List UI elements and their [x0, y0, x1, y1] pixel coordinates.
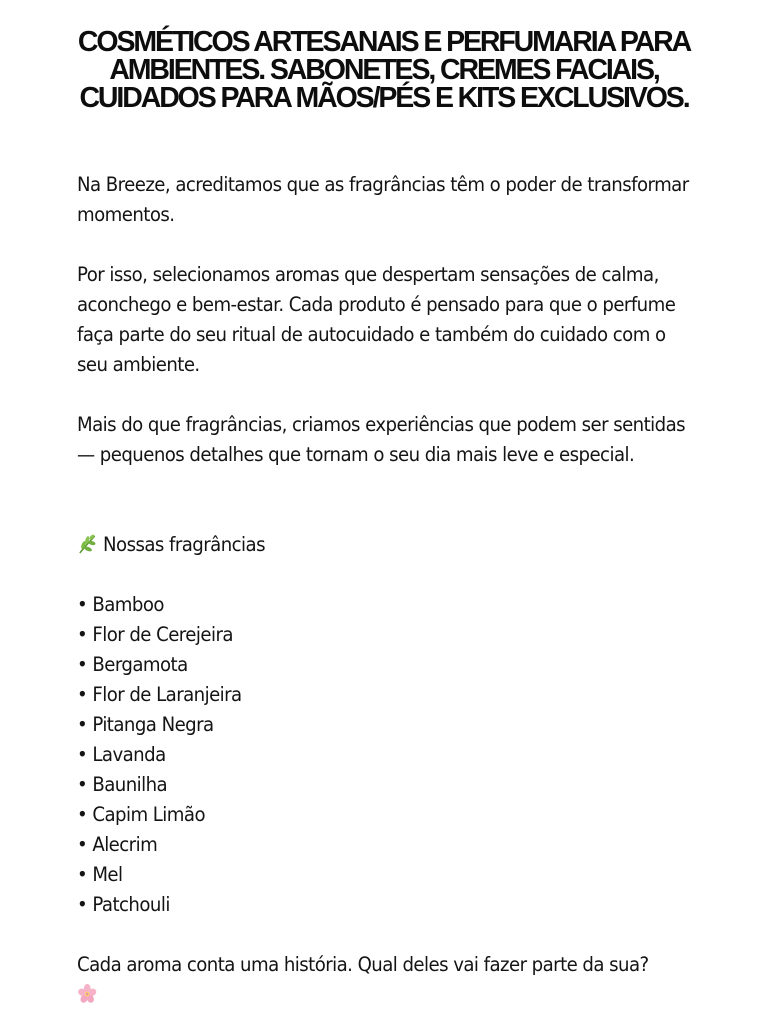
fragrances-heading-label: Nossas fragrâncias: [103, 533, 265, 556]
list-item: • Bergamota: [77, 653, 188, 676]
experience-paragraph: Mais do que fragrâncias, criamos experiências que podem ser sentidas — pequenos detalhes que tornam o seu dia mais leve e especial.: [77, 413, 686, 466]
fragrances-heading: [77, 530, 265, 560]
list-item: • Patchouli: [77, 893, 170, 916]
list-item: • Alecrim: [77, 833, 158, 856]
list-item: • Capim Limão: [77, 803, 205, 826]
page-title: COSMÉTICOS ARTESANAIS E PERFUMARIA PARA AMBIENTES. SABONETES, CREMES FACIAIS, CUIDADOS PARA MÃOS/PÉS E KITS EXCLUSIVOS.: [77, 26, 691, 114]
list-item: • Baunilha: [77, 773, 168, 796]
herb-icon: [77, 533, 97, 555]
closing-text: Cada aroma conta uma história. Qual deles vai fazer parte da sua?: [77, 953, 649, 976]
list-item: • Lavanda: [77, 743, 166, 766]
list-item: • Pitanga Negra: [77, 713, 214, 736]
list-item: • Mel: [77, 863, 123, 886]
intro-paragraph: Na Breeze, acreditamos que as fragrâncias têm o poder de transformar momentos.: [77, 173, 689, 226]
list-item: • Flor de Cerejeira: [77, 623, 233, 646]
list-item: • Flor de Laranjeira: [77, 683, 242, 706]
closing-paragraph: [77, 950, 695, 1010]
list-item: • Bamboo: [77, 593, 164, 616]
description-paragraph: Por isso, selecionamos aromas que despertam sensações de calma, aconchego e bem-estar. Cada produto é pensado para que o perfume faça parte do seu ritual de autocuidado e também do cuidado com o seu ambiente.: [77, 263, 676, 376]
fragrance-list: [77, 590, 242, 920]
cherry-blossom-icon: [77, 983, 97, 1005]
